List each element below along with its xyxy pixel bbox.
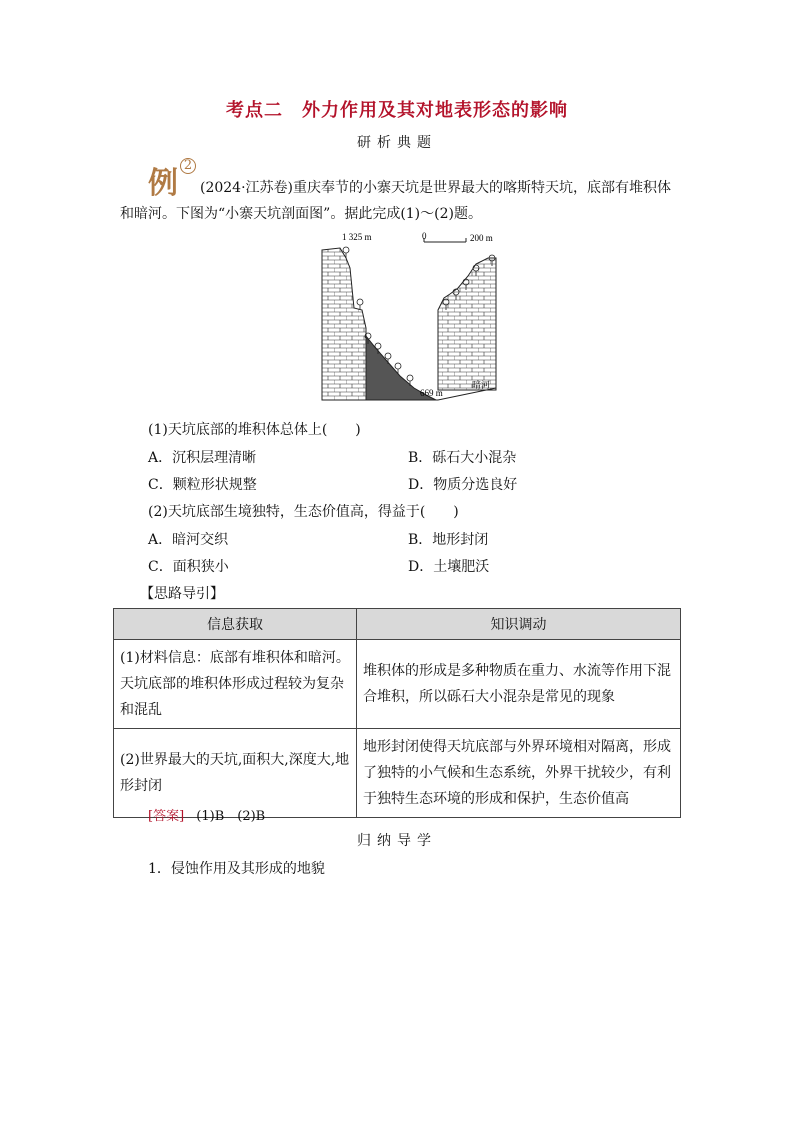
answer-line <box>148 805 265 824</box>
left-cliff <box>322 248 366 400</box>
example-marker: 例 <box>148 166 178 201</box>
table-row <box>114 640 681 729</box>
q1-option-a[interactable]: A．沉积层理清晰 <box>148 450 257 466</box>
intro-line-2: 和暗河。下图为“小寨天坑剖面图”。据此完成(1)～(2)题。 <box>120 206 482 222</box>
scale-zero: 0 <box>422 231 427 241</box>
guide-table <box>113 608 681 818</box>
guide-cell: 地形封闭使得天坑底部与外界环境相对隔离，形成了独特的小气候和生态系统，外界干扰较少，有利于独特生态环境的形成和保护，生态价值高 <box>357 729 681 818</box>
answer-tag: [答案] <box>148 809 185 824</box>
guide-header-knowledge: 知识调动 <box>357 609 681 640</box>
q2-option-d[interactable]: D．土壤肥沃 <box>408 559 490 575</box>
guide-title: 【思路导引】 <box>140 586 224 602</box>
example-number: 2 <box>180 158 196 174</box>
q1-stem: (1)天坑底部的堆积体总体上( ) <box>148 422 361 438</box>
intro-line-1: (2024·江苏卷)重庆奉节的小寨天坑是世界最大的喀斯特天坑，底部有堆积体 <box>200 180 672 196</box>
guide-cell: 堆积体的形成是多种物质在重力、水流等作用下混合堆积，所以砾石大小混杂是常见的现象 <box>357 640 681 729</box>
guide-header-info: 信息获取 <box>114 609 357 640</box>
label-top-elevation: 1 325 m <box>342 232 372 242</box>
q2-option-a[interactable]: A．暗河交织 <box>148 532 229 548</box>
q2-stem: (2)天坑底部生境独特，生态价值高，得益于( ) <box>148 504 459 520</box>
q1-option-c[interactable]: C．颗粒形状规整 <box>148 477 257 493</box>
list-item-1: 1．侵蚀作用及其形成的地貌 <box>148 861 325 877</box>
guide-cell: (2)世界最大的天坑,面积大,深度大,地形封闭 <box>114 729 357 818</box>
q2-option-b[interactable]: B．地形封闭 <box>408 532 489 548</box>
scale-end: 200 m <box>470 233 493 243</box>
right-cliff <box>438 258 496 390</box>
q2-option-c[interactable]: C．面积狭小 <box>148 559 229 575</box>
scale-bar <box>424 238 466 242</box>
label-bottom-elevation: 669 m <box>420 388 443 398</box>
answer-text: (1)B (2)B <box>196 809 266 824</box>
q1-option-d[interactable]: D．物质分选良好 <box>408 477 518 493</box>
tiankeng-profile-figure <box>310 228 510 404</box>
guide-cell: (1)材料信息：底部有堆积体和暗河。天坑底部的堆积体形成过程较为复杂和混乱 <box>114 640 357 729</box>
label-underground-river: 暗河 <box>472 381 491 391</box>
section-heading: 研析典题 <box>357 135 437 151</box>
page-title: 考点二 外力作用及其对地表形态的影响 <box>226 100 568 121</box>
q1-option-b[interactable]: B．砾石大小混杂 <box>408 450 517 466</box>
section2-heading: 归纳导学 <box>357 833 437 849</box>
